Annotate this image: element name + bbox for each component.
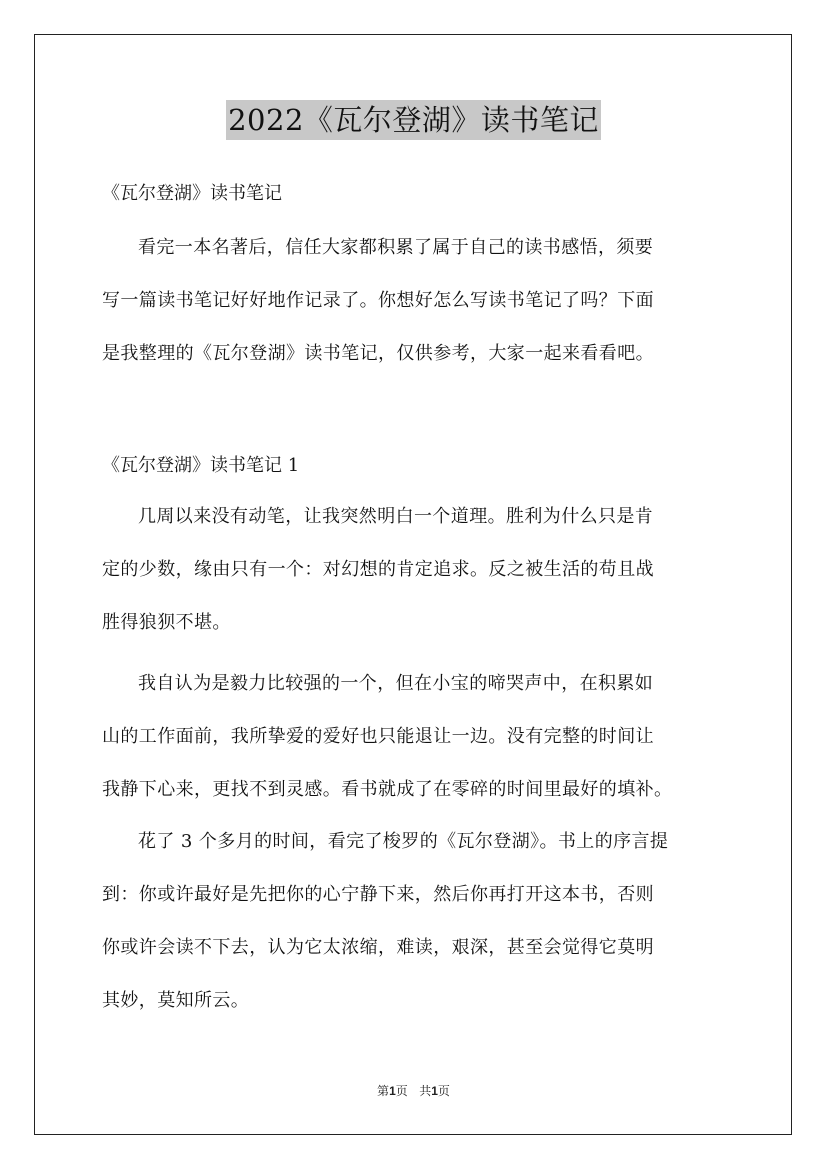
intro-line-2: 写一篇读书笔记好好地作记录了。你想好怎么写读书笔记了吗？下面: [102, 290, 654, 311]
paragraph-2-line-2: 山的工作面前，我所挚爱的爱好也只能退让一边。没有完整的时间让: [102, 726, 654, 747]
paragraph-3-line-3: 你或许会读不下去，认为它太浓缩，难读，艰深，甚至会觉得它莫明: [102, 937, 654, 958]
body-paragraph-2: [102, 657, 742, 816]
paragraph-1-line-1: 几周以来没有动笔，让我突然明白一个道理。胜利为什么只是肯: [138, 506, 654, 527]
section-heading: 《瓦尔登湖》读书笔记 1: [102, 455, 300, 476]
total-suffix: 页: [437, 1084, 450, 1098]
paragraph-1-line-2: 定的少数，缘由只有一个：对幻想的肯定追求。反之被生活的苟且战: [102, 559, 654, 580]
title-container: [0, 100, 827, 140]
page-suffix: 页: [395, 1084, 408, 1098]
body-paragraph-1: [102, 490, 742, 649]
paragraph-3-line-1: 花了 3 个多月的时间，看完了梭罗的《瓦尔登湖》。书上的序言提: [138, 831, 669, 852]
intro-heading: 《瓦尔登湖》读书笔记: [102, 183, 282, 204]
paragraph-3-line-2: 到：你或许最好是先把你的心宁静下来，然后你再打开这本书，否则: [102, 884, 654, 905]
total-prefix: 共: [419, 1084, 432, 1098]
paragraph-2-line-3: 我静下心来，更找不到灵感。看书就成了在零碎的时间里最好的填补。: [102, 779, 673, 800]
intro-paragraph: [102, 221, 742, 380]
paragraph-2-line-1: 我自认为是毅力比较强的一个，但在小宝的啼哭声中，在积累如: [138, 673, 654, 694]
document-title: 2022《瓦尔登湖》读书笔记: [226, 100, 601, 140]
body-paragraph-3: [102, 815, 742, 1027]
intro-line-1: 看完一本名著后，信任大家都积累了属于自己的读书感悟，须要: [138, 237, 654, 258]
intro-line-3: 是我整理的《瓦尔登湖》读书笔记，仅供参考，大家一起来看看吧。: [102, 343, 654, 364]
page-footer: [0, 1083, 827, 1099]
total-page-number: 1: [431, 1084, 438, 1098]
page-prefix: 第: [377, 1084, 390, 1098]
paragraph-3-line-4: 其妙，莫知所云。: [102, 990, 250, 1011]
paragraph-1-line-3: 胜得狼狈不堪。: [102, 612, 231, 633]
current-page-number: 1: [389, 1084, 396, 1098]
